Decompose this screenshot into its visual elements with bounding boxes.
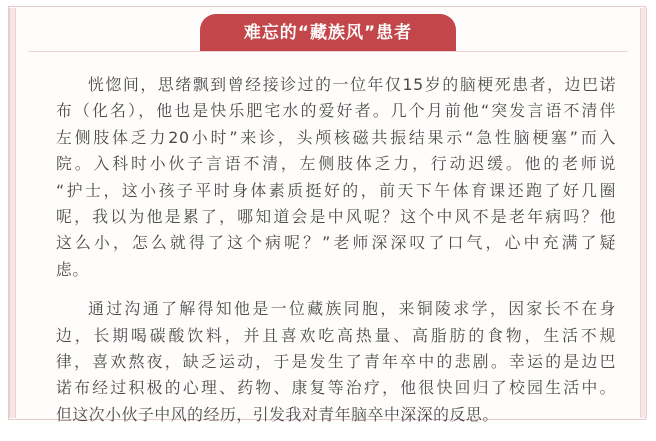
text-line: 恍惚间，思绪飘到曾经接诊过的一位年仅15岁的脑梗死患者，边巴诺 — [88, 75, 616, 94]
left-decorative-bar — [9, 8, 16, 418]
article-body — [56, 72, 616, 441]
title-divider — [28, 51, 628, 52]
text-line: 诺布经过积极的心理、药物、康复等治疗，他很快回归了校园生活中。 — [56, 378, 616, 398]
text-line: 这么小，怎么就得了这个病呢？”老师深深叹了口气，心中充满了疑 — [56, 233, 616, 253]
text-line: 律，喜欢熬夜，缺乏运动，于是发生了青年卒中的悲剧。幸运的是边巴 — [56, 352, 616, 372]
text-line: 但这次小伙子中风的经历，引发我对青年脑卒中深深的反思。 — [56, 404, 499, 424]
paragraph-1 — [56, 72, 616, 283]
paragraph-2 — [56, 296, 616, 428]
text-line: 左侧肢体乏力20小时”来诊，头颅核磁共振结果示“急性脑梗塞”而入 — [56, 127, 616, 147]
text-line: 边，长期喝碳酸饮料，并且喜欢吃高热量、高脂肪的食物，生活不规 — [56, 325, 616, 345]
section-title: 难忘的“藏族风”患者 — [200, 14, 456, 52]
text-line: 呢，我以为他是累了，哪知道会是中风呢？这个中风不是老年病吗？他 — [56, 207, 616, 227]
text-line: 虑。 — [56, 259, 89, 279]
text-line: 布（化名），他也是快乐肥宅水的爱好者。几个月前他“突发言语不清伴 — [56, 101, 616, 121]
text-line: 院。入科时小伙子言语不清，左侧肢体乏力，行动迟缓。他的老师说 — [56, 154, 616, 174]
right-decorative-bar — [640, 8, 647, 418]
text-line: 通过沟通了解得知他是一位藏族同胞，来铜陵求学，因家长不在身 — [88, 299, 616, 319]
text-line: “护士，这小孩子平时身体素质挺好的，前天下午体育课还跑了好几圈 — [56, 180, 616, 200]
